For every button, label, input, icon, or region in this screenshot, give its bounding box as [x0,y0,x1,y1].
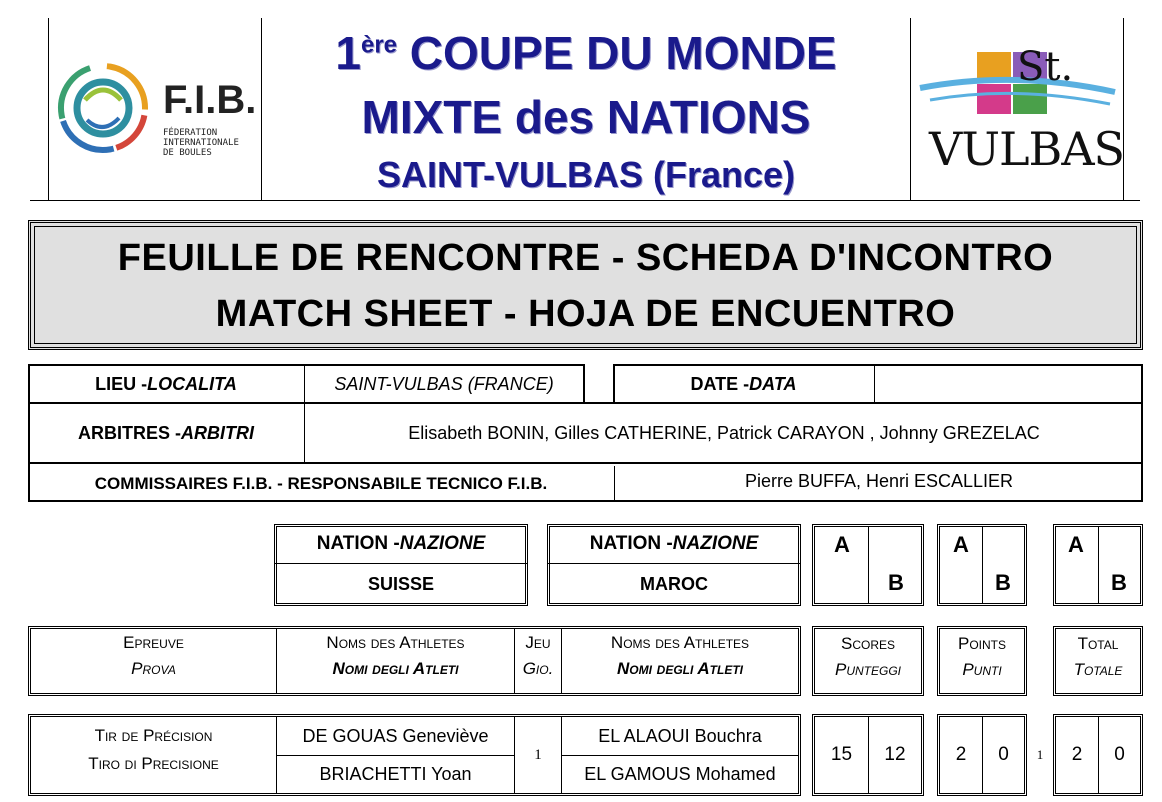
arbitres-value: Elisabeth BONIN, Gilles CATHERINE, Patrick CARAYON , Johnny GREZELAC [408,422,1040,443]
stvulbas-logo-st: St. [1017,44,1074,90]
banner-line2: MATCH SHEET - HOJA DE ENCUENTRO [215,293,956,335]
col-total: Total Totale [1053,626,1143,696]
nation-b-label: NATION - NAZIONE [547,524,801,564]
header-title [261,18,911,201]
ab-points-b: B [995,570,1011,595]
nation-a-value: SUISSE [367,573,435,594]
row-athlete-a2: BRIACHETTI Yoan [319,764,472,784]
fib-logo-text: F.I.B. [163,78,257,122]
row-points-b: 0 [998,744,1009,765]
fib-logo-sub2: INTERNATIONALE [163,138,239,148]
title-line3: SAINT-VULBAS (France) [376,154,796,195]
ab-scores-a: A [834,532,850,557]
fib-logo-sub3: DE BOULES [163,148,212,158]
fib-logo [55,50,255,170]
col-noms-a: Noms des Athletes Nomi degli Atleti [326,633,465,678]
ab-points-a: A [953,532,969,557]
row-epreuve: Tir de Précision Tiro di Precisione [88,726,219,773]
commissaires-label: COMMISSAIRES F.I.B. - RESPONSABILE TECNICO F.I.B. [28,466,615,502]
col-epreuve: Epreuve Prova [123,633,184,678]
lieu-value: SAINT-VULBAS (FRANCE) [334,373,554,394]
row-athlete-b1: EL ALAOUI Bouchra [598,725,762,746]
date-label: DATE - DATA [613,364,875,404]
col-jeu: Jeu Gio. [522,633,554,678]
row-total-b: 0 [1114,744,1125,765]
date-value [875,364,1143,404]
row-jeu: 1 [534,746,542,763]
row-score-b: 12 [884,744,906,765]
col-noms-b: Noms des Athletes Nomi degli Atleti [610,633,750,678]
fib-emblem-icon [55,50,150,165]
fib-logo-sub1: FÉDERATION [163,128,218,138]
arbitres-label: ARBITRES - ARBITRI [28,402,305,464]
ab-total-a: A [1068,532,1084,557]
col-points: Points Punti [937,626,1027,696]
stvulbas-logo-name: VULBAS [929,122,1125,176]
match-sheet-banner [28,220,1143,350]
nation-a-label: NATION - NAZIONE [274,524,528,564]
col-scores: Scores Punteggi [812,626,924,696]
lieu-label: LIEU - LOCALITA [28,364,305,404]
row-points-a: 2 [955,744,967,765]
title-line2: MIXTE des NATIONS [361,91,811,143]
commissaires-value: Pierre BUFFA, Henri ESCALLIER [744,470,1014,491]
row-mid-marker: 1 [1036,747,1044,762]
ab-scores-b: B [888,570,904,595]
stvulbas-logo [915,40,1125,180]
title-line1: 1ère COUPE DU MONDE [335,27,837,79]
row-total-a: 2 [1071,744,1083,765]
banner-line1: FEUILLE DE RENCONTRE - SCHEDA D'INCONTRO [117,237,1054,279]
nation-b-value: MAROC [640,573,708,594]
row-athlete-a1: DE GOUAS Geneviève [302,725,489,746]
row-athlete-b2: EL GAMOUS Mohamed [584,764,776,784]
ab-total-b: B [1111,570,1127,595]
row-score-a: 15 [830,744,853,765]
